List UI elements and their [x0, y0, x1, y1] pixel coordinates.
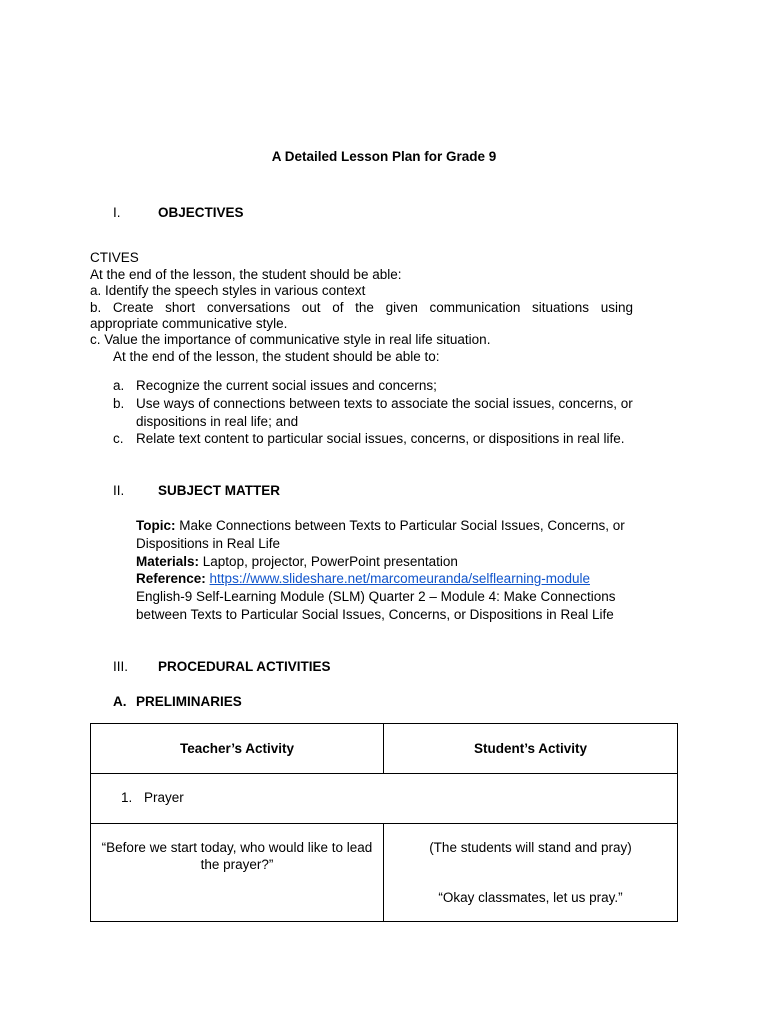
table-row: [91, 774, 678, 824]
subsection-marker: A.: [113, 694, 127, 709]
objective-a: a. Identify the speech styles in various context: [90, 283, 366, 298]
prayer-label: [91, 774, 677, 821]
list-text: Recognize the current social issues and concerns;: [136, 378, 437, 393]
topic-text: Make Connections between Texts to Particular Social Issues, Concerns, or Dispositions in Real Life: [136, 518, 625, 551]
section-objectives-heading: [113, 205, 244, 220]
subject-reference: [136, 570, 656, 588]
table-header-row: [91, 724, 678, 774]
materials-text: Laptop, projector, PowerPoint presentation: [199, 554, 458, 569]
table-header-cell: [91, 724, 384, 774]
table-cell: [91, 824, 384, 922]
teacher-activity-text: “Before we start today, who would like to lead the prayer?”: [101, 840, 373, 872]
table-cell: [91, 774, 678, 824]
table-row: [91, 824, 678, 922]
section-procedural-heading: [113, 659, 331, 674]
row-label: Prayer: [144, 790, 184, 805]
subsection-title: PRELIMINARIES: [136, 694, 242, 709]
student-activity-text-2: “Okay classmates, let us pray.”: [438, 890, 623, 905]
teacher-activity-header: Teacher’s Activity: [179, 741, 295, 756]
objective-list-item: [113, 395, 653, 430]
section-title: PROCEDURAL ACTIVITIES: [158, 659, 331, 674]
objective-list-item: [113, 430, 653, 448]
list-text: Relate text content to particular social issues, concerns, or dispositions in real life.: [136, 431, 625, 446]
objectives-fragment: CTIVES: [90, 250, 139, 265]
materials-label: Materials:: [136, 554, 200, 569]
list-marker: c.: [113, 431, 124, 446]
subject-topic: [136, 517, 656, 552]
subject-materials: [136, 553, 656, 571]
section-title: OBJECTIVES: [158, 205, 244, 220]
student-activity-text-1: (The students will stand and pray): [429, 840, 632, 855]
section-subject-matter-heading: [113, 483, 280, 498]
objective-c: c. Value the importance of communicative style in real life situation.: [90, 332, 491, 347]
list-text: Use ways of connections between texts to associate the social issues, concerns, or dispositions in real life; and: [136, 396, 633, 429]
table-cell: [384, 824, 678, 922]
row-number: 1.: [121, 790, 133, 805]
list-marker: a.: [113, 378, 125, 393]
reference-link[interactable]: https://www.slideshare.net/marcomeuranda/selflearning-module: [209, 571, 590, 586]
page-title: A Detailed Lesson Plan for Grade 9: [271, 149, 497, 164]
subsection-preliminaries-heading: [113, 694, 242, 709]
section-title: SUBJECT MATTER: [158, 483, 281, 498]
reference-label: Reference:: [136, 571, 206, 586]
activity-table: [90, 723, 678, 922]
section-number: III.: [113, 659, 129, 674]
list-marker: b.: [113, 396, 125, 411]
objectives-intro-2: At the end of the lesson, the student should be able to:: [113, 349, 440, 364]
student-activity-cell: [384, 824, 677, 906]
student-activity-header: Student’s Activity: [473, 741, 588, 756]
subject-reference-text: English-9 Self-Learning Module (SLM) Quarter 2 – Module 4: Make Connections between Texts to Particular Social Issues, Concerns, or Dispositions in Real Life: [136, 589, 616, 622]
section-number: II.: [113, 483, 125, 498]
section-number: I.: [113, 205, 121, 220]
objectives-intro: At the end of the lesson, the student should be able:: [90, 267, 402, 282]
topic-label: Topic:: [136, 518, 176, 533]
table-header-cell: [384, 724, 678, 774]
objective-list-item: [113, 377, 653, 395]
objective-b-line1: b. Create short conversations out of the given communication situations using: [90, 300, 633, 315]
objective-b-line2: appropriate communicative style.: [90, 316, 288, 331]
